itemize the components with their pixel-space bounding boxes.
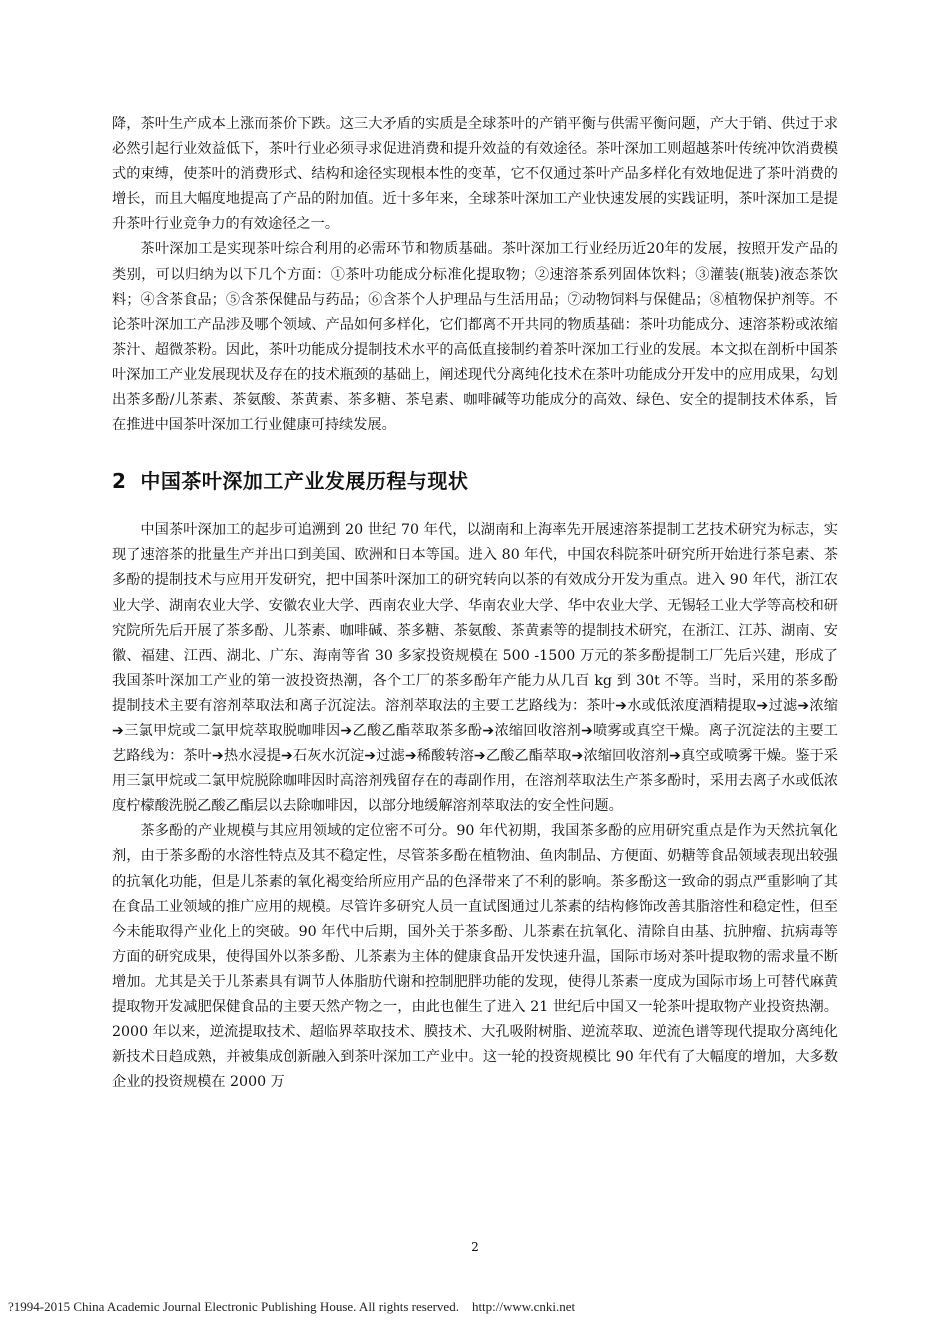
paragraph-history: 中国茶叶深加工的起步可追溯到 20 世纪 70 年代，以湖南和上海率先开展速溶茶提制工艺技术研究为标志，实现了速溶茶的批量生产并出口到美国、欧洲和日本等国。进入 80 年代，中国农科院茶叶研究所开始进行茶皂素、茶多酚的提制技术与应用开发研究，把中国茶叶深加工的研究转向以茶的有效成分开发为重点。进入 90 年代，浙江农业大学、湖南农业大学、安徽农业大学、西南农业大学、华南农业大学、华中农业大学、无锡轻工业大学等高校和研究院所先后开展了茶多酚、儿茶素、咖啡碱、茶多糖、茶氨酸、茶黄素等的提制技术研究，在浙江、江苏、湖南、安徽、福建、江西、湖北、广东、海南等省 30 多家投资规模在 500 -1500 万元的茶多酚提制工厂先后兴建，形成了我国茶叶深加工产业的第一波投资热潮，各个工厂的茶多酚年产能力从几百 kg 到 30t 不等。当时，采用的茶多酚提制技术主要有溶剂萃取法和离子沉淀法。溶剂萃取法的主要工艺路线为：茶叶➔水或低浓度酒精提取➔过滤➔浓缩➔三氯甲烷或二氯甲烷萃取脱咖啡因➔乙酸乙酯萃取茶多酚➔浓缩回收溶剂➔喷雾或真空干燥。离子沉淀法的主要工艺路线为：茶叶➔热水浸提➔石灰水沉淀➔过滤➔稀酸转溶➔乙酸乙酯萃取➔浓缩回收溶剂➔真空或喷雾干燥。鉴于采用三氯甲烷或二氯甲烷脱除咖啡因时高溶剂残留存在的毒副作用，在溶剂萃取法生产茶多酚时，采用去离子水或低浓度柠檬酸洗脱乙酸乙酯层以去除咖啡因，以部分地缓解溶剂萃取法的安全性问题。 xyxy=(112,522,838,815)
paragraph-continued: 降，茶叶生产成本上涨而茶价下跌。这三大矛盾的实质是全球茶叶的产销平衡与供需平衡问题，产大于销、供过于求必然引起行业效益低下，茶叶行业必须寻求促进消费和提升效益的有效途径。茶叶深加工则超越茶叶传统冲饮消费模式的束缚，使茶叶的消费形式、结构和途径实现根本性的变革，它不仅通过茶叶产品多样化有效地促进了茶叶消费的增长，而且大幅度地提高了产品的附加值。近十多年来，全球茶叶深加工产业快速发展的实践证明，茶叶深加工是提升茶叶行业竞争力的有效途径之一。 xyxy=(112,116,838,233)
section-number: 2 xyxy=(112,469,127,494)
section-title: 中国茶叶深加工产业发展历程与现状 xyxy=(140,469,469,494)
copyright-footer: ?1994-2015 China Academic Journal Electronic Publishing House. All rights reserved. http://www.cnki.net xyxy=(8,1299,576,1314)
paragraph-intro: 茶叶深加工是实现茶叶综合利用的必需环节和物质基础。茶叶深加工行业经历近20年的发展，按照开发产品的类别，可以归纳为以下几个方面：①茶叶功能成分标准化提取物；②速溶茶系列固体饮料；③灌装(瓶装)液态茶饮料；④含茶食品；⑤含茶保健品与药品；⑥含茶个人护理品与生活用品；⑦动物饲料与保健品；⑧植物保护剂等。不论茶叶深加工产品涉及哪个领域、产品如何多样化，它们都离不开共同的物质基础：茶叶功能成分、速溶茶粉或浓缩茶汁、超微茶粉。因此，茶叶功能成分提制技术水平的高低直接制约着茶叶深加工行业的发展。本文拟在剖析中国茶叶深加工产业发展现状及存在的技术瓶颈的基础上，阐述现代分离纯化技术在茶叶功能成分开发中的应用成果，勾划出茶多酚/儿茶素、茶氨酸、茶黄素、茶多糖、茶皂素、咖啡碱等功能成分的高效、绿色、安全的提制技术体系，旨在推进中国茶叶深加工行业健康可持续发展。 xyxy=(112,241,838,434)
page-number: 2 xyxy=(471,1240,479,1254)
page-body xyxy=(112,112,838,1095)
paragraph-tea-polyphenol: 茶多酚的产业规模与其应用领域的定位密不可分。90 年代初期，我国茶多酚的应用研究重点是作为天然抗氧化剂，由于茶多酚的水溶性特点及其不稳定性，尽管茶多酚在植物油、鱼肉制品、方便面、奶糖等食品领域表现出较强的抗氧化功能，但是儿茶素的氧化褐变给所应用产品的色泽带来了不利的影响。茶多酚这一致命的弱点严重影响了其在食品工业领域的推广应用的规模。尽管许多研究人员一直试图通过儿茶素的结构修饰改善其脂溶性和稳定性，但至今未能取得产业化上的突破。90 年代中后期，国外关于茶多酚、儿茶素在抗氧化、清除自由基、抗肿瘤、抗病毒等方面的研究成果，使得国外以茶多酚、儿茶素为主体的健康食品开发快速升温，国际市场对茶叶提取物的需求量不断增加。尤其是关于儿茶素具有调节人体脂肪代谢和控制肥胖功能的发现，使得儿茶素一度成为国际市场上可替代麻黄提取物开发减肥保健食品的主要天然产物之一，由此也催生了进入 21 世纪后中国又一轮茶叶提取物产业投资热潮。2000 年以来，逆流提取技术、超临界萃取技术、膜技术、大孔吸附树脂、逆流萃取、逆流色谱等现代提取分离纯化新技术日趋成熟，并被集成创新融入到茶叶深加工产业中。这一轮的投资规模比 90 年代有了大幅度的增加，大多数企业的投资规模在 2000 万 xyxy=(112,823,838,1091)
section-heading xyxy=(112,465,838,494)
